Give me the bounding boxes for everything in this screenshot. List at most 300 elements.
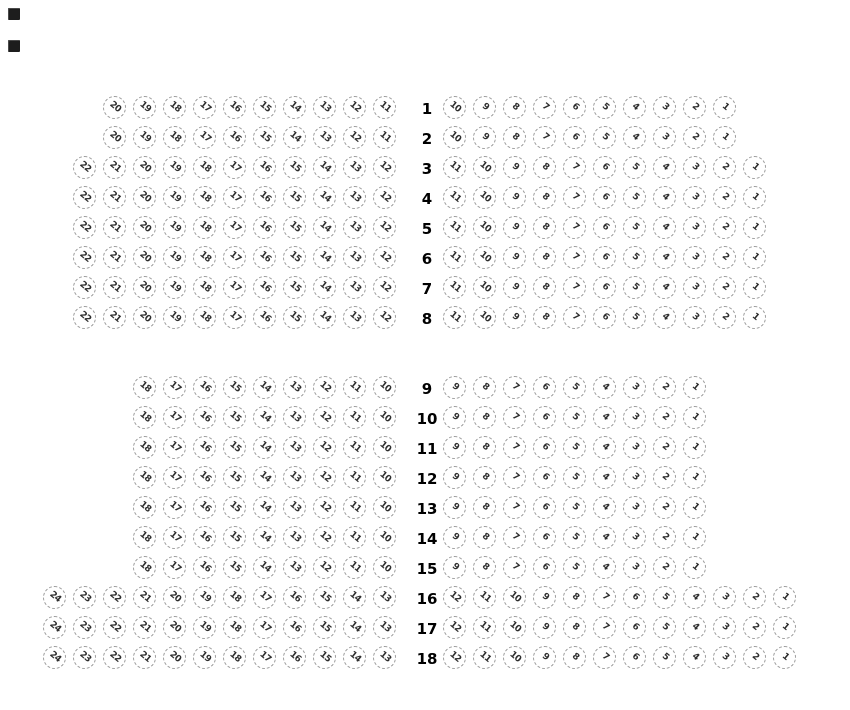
seat[interactable] [593, 96, 616, 119]
seat[interactable] [653, 586, 676, 609]
seat[interactable] [133, 526, 156, 549]
seat[interactable] [563, 436, 586, 459]
seat[interactable] [743, 306, 766, 329]
seat[interactable] [563, 646, 586, 669]
seat[interactable] [443, 96, 466, 119]
seat[interactable] [443, 496, 466, 519]
seat[interactable] [103, 186, 126, 209]
seat[interactable] [563, 246, 586, 269]
seat[interactable] [473, 406, 496, 429]
seat[interactable] [773, 646, 796, 669]
seat[interactable] [373, 96, 396, 119]
seat[interactable] [43, 616, 66, 639]
seat[interactable] [73, 616, 96, 639]
seat[interactable] [443, 406, 466, 429]
seat[interactable] [533, 246, 556, 269]
seat[interactable] [193, 246, 216, 269]
seat[interactable] [223, 126, 246, 149]
seat[interactable] [313, 156, 336, 179]
seat[interactable] [133, 186, 156, 209]
seat[interactable] [533, 156, 556, 179]
seat[interactable] [743, 216, 766, 239]
seat[interactable] [313, 276, 336, 299]
seat[interactable] [343, 246, 366, 269]
seat[interactable] [563, 556, 586, 579]
seat[interactable] [283, 96, 306, 119]
seat[interactable] [193, 186, 216, 209]
seat[interactable] [133, 246, 156, 269]
seat[interactable] [373, 276, 396, 299]
seat[interactable] [593, 126, 616, 149]
seat[interactable] [343, 376, 366, 399]
seat[interactable] [623, 646, 646, 669]
seat[interactable] [253, 556, 276, 579]
seat[interactable] [193, 376, 216, 399]
seat[interactable] [593, 156, 616, 179]
seat[interactable] [163, 306, 186, 329]
seat[interactable] [503, 216, 526, 239]
seat[interactable] [223, 436, 246, 459]
seat[interactable] [653, 276, 676, 299]
seat[interactable] [533, 466, 556, 489]
seat[interactable] [253, 586, 276, 609]
seat[interactable] [713, 306, 736, 329]
seat[interactable] [283, 436, 306, 459]
seat[interactable] [223, 526, 246, 549]
seat[interactable] [713, 586, 736, 609]
seat[interactable] [373, 126, 396, 149]
seat[interactable] [563, 616, 586, 639]
seat[interactable] [163, 556, 186, 579]
seat[interactable] [223, 186, 246, 209]
seat[interactable] [103, 96, 126, 119]
seat[interactable] [253, 156, 276, 179]
seat[interactable] [133, 406, 156, 429]
seat[interactable] [73, 276, 96, 299]
seat[interactable] [473, 466, 496, 489]
seat[interactable] [73, 186, 96, 209]
seat[interactable] [443, 466, 466, 489]
seat[interactable] [443, 556, 466, 579]
seat[interactable] [533, 616, 556, 639]
seat[interactable] [683, 126, 706, 149]
seat[interactable] [133, 306, 156, 329]
seat[interactable] [73, 306, 96, 329]
seat[interactable] [223, 376, 246, 399]
seat[interactable] [373, 526, 396, 549]
seat[interactable] [473, 276, 496, 299]
seat[interactable] [313, 126, 336, 149]
seat[interactable] [533, 496, 556, 519]
seat[interactable] [133, 276, 156, 299]
seat[interactable] [473, 306, 496, 329]
seat[interactable] [373, 616, 396, 639]
seat[interactable] [443, 646, 466, 669]
seat[interactable] [313, 496, 336, 519]
seat[interactable] [473, 436, 496, 459]
seat[interactable] [533, 526, 556, 549]
seat[interactable] [343, 526, 366, 549]
seat[interactable] [313, 306, 336, 329]
seat[interactable] [313, 616, 336, 639]
seat[interactable] [593, 276, 616, 299]
seat[interactable] [373, 466, 396, 489]
seat[interactable] [43, 586, 66, 609]
seat[interactable] [163, 126, 186, 149]
seat[interactable] [103, 156, 126, 179]
seat[interactable] [343, 616, 366, 639]
seat[interactable] [283, 526, 306, 549]
seat[interactable] [73, 246, 96, 269]
seat[interactable] [343, 586, 366, 609]
seat[interactable] [683, 406, 706, 429]
seat[interactable] [623, 586, 646, 609]
seat[interactable] [343, 466, 366, 489]
seat[interactable] [343, 126, 366, 149]
seat[interactable] [343, 306, 366, 329]
seat[interactable] [223, 216, 246, 239]
seat[interactable] [683, 526, 706, 549]
seat[interactable] [443, 306, 466, 329]
seat[interactable] [593, 526, 616, 549]
seat[interactable] [503, 276, 526, 299]
seat[interactable] [193, 306, 216, 329]
seat[interactable] [193, 406, 216, 429]
seat[interactable] [623, 376, 646, 399]
seat[interactable] [533, 436, 556, 459]
seat[interactable] [593, 186, 616, 209]
seat[interactable] [623, 406, 646, 429]
seat[interactable] [653, 616, 676, 639]
seat[interactable] [253, 406, 276, 429]
seat[interactable] [653, 186, 676, 209]
seat[interactable] [473, 216, 496, 239]
seat[interactable] [373, 216, 396, 239]
seat[interactable] [283, 646, 306, 669]
seat[interactable] [73, 156, 96, 179]
seat[interactable] [193, 156, 216, 179]
seat[interactable] [133, 616, 156, 639]
seat[interactable] [193, 96, 216, 119]
seat[interactable] [193, 586, 216, 609]
seat[interactable] [373, 496, 396, 519]
seat[interactable] [533, 186, 556, 209]
seat[interactable] [593, 306, 616, 329]
seat[interactable] [103, 126, 126, 149]
seat[interactable] [163, 586, 186, 609]
seat[interactable] [133, 646, 156, 669]
seat[interactable] [713, 186, 736, 209]
seat[interactable] [473, 376, 496, 399]
seat[interactable] [253, 246, 276, 269]
seat[interactable] [193, 436, 216, 459]
seat[interactable] [563, 216, 586, 239]
seat[interactable] [533, 306, 556, 329]
seat[interactable] [193, 616, 216, 639]
seat[interactable] [283, 376, 306, 399]
seat[interactable] [503, 466, 526, 489]
seat[interactable] [193, 556, 216, 579]
seat[interactable] [283, 586, 306, 609]
seat[interactable] [563, 406, 586, 429]
seat[interactable] [683, 276, 706, 299]
seat[interactable] [683, 616, 706, 639]
seat[interactable] [103, 276, 126, 299]
seat[interactable] [373, 406, 396, 429]
seat[interactable] [623, 616, 646, 639]
seat[interactable] [623, 526, 646, 549]
seat[interactable] [193, 466, 216, 489]
seat[interactable] [653, 216, 676, 239]
seat[interactable] [443, 376, 466, 399]
seat[interactable] [563, 376, 586, 399]
seat[interactable] [373, 246, 396, 269]
seat[interactable] [713, 156, 736, 179]
seat[interactable] [653, 406, 676, 429]
seat[interactable] [713, 246, 736, 269]
seat[interactable] [503, 156, 526, 179]
seat[interactable] [623, 186, 646, 209]
seat[interactable] [313, 246, 336, 269]
seat[interactable] [133, 496, 156, 519]
seat[interactable] [503, 496, 526, 519]
seat[interactable] [593, 496, 616, 519]
seat[interactable] [223, 466, 246, 489]
seat[interactable] [503, 376, 526, 399]
seat[interactable] [163, 496, 186, 519]
seat[interactable] [563, 306, 586, 329]
seat[interactable] [473, 556, 496, 579]
seat[interactable] [73, 646, 96, 669]
seat[interactable] [473, 616, 496, 639]
seat[interactable] [563, 586, 586, 609]
seat[interactable] [593, 436, 616, 459]
seat[interactable] [563, 156, 586, 179]
seat[interactable] [253, 436, 276, 459]
seat[interactable] [343, 406, 366, 429]
seat[interactable] [223, 586, 246, 609]
seat[interactable] [773, 586, 796, 609]
seat[interactable] [533, 96, 556, 119]
seat[interactable] [653, 156, 676, 179]
seat[interactable] [623, 96, 646, 119]
seat[interactable] [443, 186, 466, 209]
seat[interactable] [623, 496, 646, 519]
seat[interactable] [743, 616, 766, 639]
seat[interactable] [683, 186, 706, 209]
seat[interactable] [313, 466, 336, 489]
seat[interactable] [343, 96, 366, 119]
seat[interactable] [503, 556, 526, 579]
seat[interactable] [253, 646, 276, 669]
seat[interactable] [533, 216, 556, 239]
seat[interactable] [713, 126, 736, 149]
seat[interactable] [343, 156, 366, 179]
seat[interactable] [223, 306, 246, 329]
seat[interactable] [593, 406, 616, 429]
seat[interactable] [193, 216, 216, 239]
seat[interactable] [473, 646, 496, 669]
seat[interactable] [103, 646, 126, 669]
seat[interactable] [623, 466, 646, 489]
seat[interactable] [443, 246, 466, 269]
seat[interactable] [473, 246, 496, 269]
seat[interactable] [253, 216, 276, 239]
seat[interactable] [593, 616, 616, 639]
seat[interactable] [473, 526, 496, 549]
seat[interactable] [223, 246, 246, 269]
seat[interactable] [193, 526, 216, 549]
seat[interactable] [163, 436, 186, 459]
seat[interactable] [593, 246, 616, 269]
seat[interactable] [283, 616, 306, 639]
seat[interactable] [253, 616, 276, 639]
seat[interactable] [73, 586, 96, 609]
seat[interactable] [373, 186, 396, 209]
seat[interactable] [683, 246, 706, 269]
seat[interactable] [683, 376, 706, 399]
seat[interactable] [623, 276, 646, 299]
seat[interactable] [283, 306, 306, 329]
seat[interactable] [133, 436, 156, 459]
seat[interactable] [313, 526, 336, 549]
seat[interactable] [133, 156, 156, 179]
seat[interactable] [373, 306, 396, 329]
seat[interactable] [563, 526, 586, 549]
seat[interactable] [193, 646, 216, 669]
seat[interactable] [223, 496, 246, 519]
seat[interactable] [623, 246, 646, 269]
seat[interactable] [623, 436, 646, 459]
seat[interactable] [163, 646, 186, 669]
seat[interactable] [503, 96, 526, 119]
seat[interactable] [533, 556, 556, 579]
seat[interactable] [223, 96, 246, 119]
seat[interactable] [223, 276, 246, 299]
seat[interactable] [373, 646, 396, 669]
seat[interactable] [253, 126, 276, 149]
seat[interactable] [133, 466, 156, 489]
seat[interactable] [503, 526, 526, 549]
seat[interactable] [163, 376, 186, 399]
seat[interactable] [133, 216, 156, 239]
seat[interactable] [503, 586, 526, 609]
seat[interactable] [623, 126, 646, 149]
seat[interactable] [653, 246, 676, 269]
seat[interactable] [653, 556, 676, 579]
seat[interactable] [343, 216, 366, 239]
seat[interactable] [283, 276, 306, 299]
seat[interactable] [283, 406, 306, 429]
seat[interactable] [503, 126, 526, 149]
seat[interactable] [653, 526, 676, 549]
seat[interactable] [653, 436, 676, 459]
seat[interactable] [743, 156, 766, 179]
seat[interactable] [313, 646, 336, 669]
seat[interactable] [683, 556, 706, 579]
seat[interactable] [343, 276, 366, 299]
seat[interactable] [103, 616, 126, 639]
seat[interactable] [533, 406, 556, 429]
seat[interactable] [623, 216, 646, 239]
seat[interactable] [563, 126, 586, 149]
seat[interactable] [163, 156, 186, 179]
seat[interactable] [743, 246, 766, 269]
seat[interactable] [443, 436, 466, 459]
seat[interactable] [653, 646, 676, 669]
seat[interactable] [253, 466, 276, 489]
seat[interactable] [683, 96, 706, 119]
seat[interactable] [533, 276, 556, 299]
seat[interactable] [473, 496, 496, 519]
seat[interactable] [593, 556, 616, 579]
seat[interactable] [103, 216, 126, 239]
seat[interactable] [473, 586, 496, 609]
seat[interactable] [503, 406, 526, 429]
seat[interactable] [313, 376, 336, 399]
seat[interactable] [223, 406, 246, 429]
seat[interactable] [163, 276, 186, 299]
seat[interactable] [443, 216, 466, 239]
seat[interactable] [133, 96, 156, 119]
seat[interactable] [503, 436, 526, 459]
seat[interactable] [443, 156, 466, 179]
seat[interactable] [133, 126, 156, 149]
seat[interactable] [473, 96, 496, 119]
seat[interactable] [283, 496, 306, 519]
seat[interactable] [473, 156, 496, 179]
seat[interactable] [283, 156, 306, 179]
seat[interactable] [473, 186, 496, 209]
seat[interactable] [343, 556, 366, 579]
seat[interactable] [593, 586, 616, 609]
seat[interactable] [683, 586, 706, 609]
seat[interactable] [133, 586, 156, 609]
seat[interactable] [713, 276, 736, 299]
seat[interactable] [713, 96, 736, 119]
seat[interactable] [563, 276, 586, 299]
seat[interactable] [283, 216, 306, 239]
seat[interactable] [743, 646, 766, 669]
seat[interactable] [103, 246, 126, 269]
seat[interactable] [223, 156, 246, 179]
seat[interactable] [103, 586, 126, 609]
seat[interactable] [743, 276, 766, 299]
seat[interactable] [373, 556, 396, 579]
seat[interactable] [623, 156, 646, 179]
seat[interactable] [533, 126, 556, 149]
seat[interactable] [713, 616, 736, 639]
seat[interactable] [223, 616, 246, 639]
seat[interactable] [373, 436, 396, 459]
seat[interactable] [473, 126, 496, 149]
seat[interactable] [683, 646, 706, 669]
seat[interactable] [443, 616, 466, 639]
seat[interactable] [373, 376, 396, 399]
seat[interactable] [653, 496, 676, 519]
seat[interactable] [43, 646, 66, 669]
seat[interactable] [623, 306, 646, 329]
seat[interactable] [443, 526, 466, 549]
seat[interactable] [743, 186, 766, 209]
seat[interactable] [283, 186, 306, 209]
seat[interactable] [683, 156, 706, 179]
seat[interactable] [163, 186, 186, 209]
seat[interactable] [133, 376, 156, 399]
seat[interactable] [253, 526, 276, 549]
seat[interactable] [533, 646, 556, 669]
seat[interactable] [253, 496, 276, 519]
